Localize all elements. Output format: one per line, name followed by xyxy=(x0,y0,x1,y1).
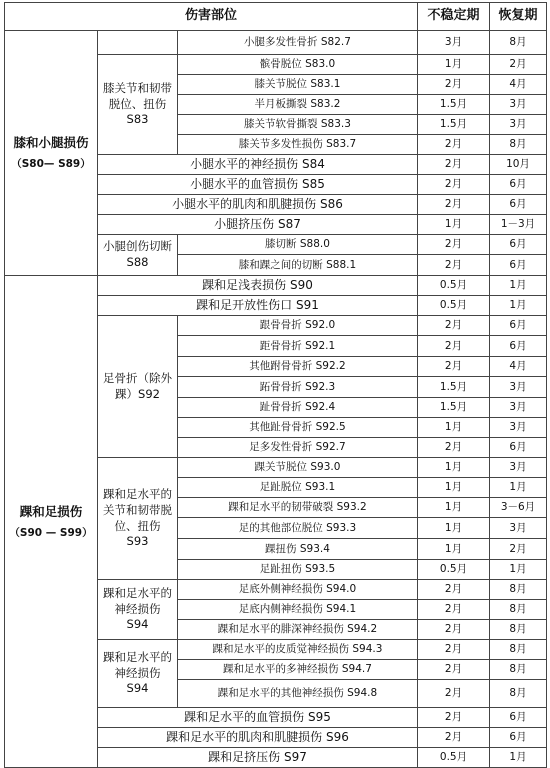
unstable-period-value: 1月 xyxy=(418,55,490,75)
recovery-period-value: 6月 xyxy=(490,175,547,195)
recovery-period-value: 8月 xyxy=(490,580,547,600)
unstable-period-value: 1月 xyxy=(418,478,490,498)
unstable-period-value: 2月 xyxy=(418,357,490,377)
unstable-period-value: 1月 xyxy=(418,215,490,235)
recovery-period-value: 2月 xyxy=(490,55,547,75)
unstable-period-value: 2月 xyxy=(418,336,490,357)
region-code: （S80— S89） xyxy=(11,158,91,170)
recovery-period-value: 3月 xyxy=(490,518,547,539)
unstable-period-value: 2月 xyxy=(418,75,490,95)
recovery-period-value: 1月 xyxy=(490,276,547,296)
injury-label: 小腿挤压伤 S87 xyxy=(98,215,418,235)
injury-label: 足底外侧神经损伤 S94.0 xyxy=(178,580,418,600)
injury-label: 膝关节脱位 S83.1 xyxy=(178,75,418,95)
injury-label: 足趾扭伤 S93.5 xyxy=(178,560,418,580)
unstable-period-value: 1月 xyxy=(418,518,490,539)
injury-label: 其他跗骨骨折 S92.2 xyxy=(178,357,418,377)
injury-period-table xyxy=(4,2,547,768)
subcategory-cell: 膝关节和韧带脱位、扭伤 S83 xyxy=(98,55,178,155)
region-cell xyxy=(5,276,98,768)
recovery-period-value: 3月 xyxy=(490,115,547,135)
recovery-period-value: 3－6月 xyxy=(490,498,547,518)
recovery-period-value: 3月 xyxy=(490,458,547,478)
region-name: 踝和足损伤 xyxy=(19,503,83,519)
recovery-period-value: 8月 xyxy=(490,31,547,55)
unstable-period-value: 1.5月 xyxy=(418,398,490,418)
header-row xyxy=(5,3,547,31)
recovery-period-value: 6月 xyxy=(490,708,547,728)
injury-label: 其他趾骨骨折 S92.5 xyxy=(178,418,418,438)
recovery-period-value: 8月 xyxy=(490,620,547,640)
injury-label: 小腿水平的神经损伤 S84 xyxy=(98,155,418,175)
unstable-period-value: 1月 xyxy=(418,498,490,518)
recovery-period-value: 1月 xyxy=(490,748,547,768)
unstable-period-value: 2月 xyxy=(418,135,490,155)
injury-label: 足多发性骨折 S92.7 xyxy=(178,438,418,458)
injury-label: 膝关节多发性损伤 S83.7 xyxy=(178,135,418,155)
unstable-period-value: 1月 xyxy=(418,539,490,560)
table-row xyxy=(5,276,547,296)
unstable-period-value: 2月 xyxy=(418,620,490,640)
injury-label: 踝和足挤压伤 S97 xyxy=(98,748,418,768)
unstable-period-value: 1月 xyxy=(418,458,490,478)
header-injury-part: 伤害部位 xyxy=(5,3,418,31)
recovery-period-value: 3月 xyxy=(490,95,547,115)
injury-label: 小腿水平的血管损伤 S85 xyxy=(98,175,418,195)
subcategory-cell: 踝和足水平的神经损伤 S94 xyxy=(98,640,178,708)
injury-label: 踝和足开放性伤口 S91 xyxy=(98,296,418,316)
recovery-period-value: 3月 xyxy=(490,398,547,418)
unstable-period-value: 2月 xyxy=(418,255,490,276)
recovery-period-value: 6月 xyxy=(490,728,547,748)
unstable-period-value: 2月 xyxy=(418,660,490,680)
injury-label: 足底内侧神经损伤 S94.1 xyxy=(178,600,418,620)
recovery-period-value: 4月 xyxy=(490,75,547,95)
injury-label: 踝和足水平的皮质觉神经损伤 S94.3 xyxy=(178,640,418,660)
recovery-period-value: 6月 xyxy=(490,438,547,458)
unstable-period-value: 0.5月 xyxy=(418,560,490,580)
unstable-period-value: 2月 xyxy=(418,155,490,175)
recovery-period-value: 1－3月 xyxy=(490,215,547,235)
recovery-period-value: 6月 xyxy=(490,255,547,276)
unstable-period-value: 2月 xyxy=(418,438,490,458)
recovery-period-value: 1月 xyxy=(490,296,547,316)
unstable-period-value: 1.5月 xyxy=(418,115,490,135)
region-cell xyxy=(5,31,98,276)
injury-label: 距骨骨折 S92.1 xyxy=(178,336,418,357)
table-row xyxy=(5,31,547,55)
unstable-period-value: 0.5月 xyxy=(418,276,490,296)
injury-label: 足趾脱位 S93.1 xyxy=(178,478,418,498)
recovery-period-value: 3月 xyxy=(490,377,547,398)
recovery-period-value: 8月 xyxy=(490,135,547,155)
injury-label: 髌骨脱位 S83.0 xyxy=(178,55,418,75)
unstable-period-value: 2月 xyxy=(418,728,490,748)
injury-label: 踝和足水平的韧带破裂 S93.2 xyxy=(178,498,418,518)
unstable-period-value: 0.5月 xyxy=(418,748,490,768)
unstable-period-value: 2月 xyxy=(418,175,490,195)
unstable-period-value: 1月 xyxy=(418,418,490,438)
recovery-period-value: 6月 xyxy=(490,195,547,215)
unstable-period-value: 2月 xyxy=(418,680,490,708)
injury-label: 膝和踝之间的切断 S88.1 xyxy=(178,255,418,276)
injury-label: 跟骨骨折 S92.0 xyxy=(178,316,418,336)
unstable-period-value: 2月 xyxy=(418,316,490,336)
injury-label: 跖骨骨折 S92.3 xyxy=(178,377,418,398)
recovery-period-value: 1月 xyxy=(490,478,547,498)
region-name: 膝和小腿损伤 xyxy=(13,135,89,150)
unstable-period-value: 2月 xyxy=(418,195,490,215)
injury-label: 半月板撕裂 S83.2 xyxy=(178,95,418,115)
subcategory-cell: 踝和足水平的关节和韧带脱位、扭伤 S93 xyxy=(98,458,178,580)
subcategory-cell: 踝和足水平的神经损伤 S94 xyxy=(98,580,178,640)
injury-label: 踝扭伤 S93.4 xyxy=(178,539,418,560)
recovery-period-value: 2月 xyxy=(490,539,547,560)
injury-label: 踝和足水平的肌肉和肌腱损伤 S96 xyxy=(98,728,418,748)
injury-label: 小腿多发性骨折 S82.7 xyxy=(178,31,418,55)
header-unstable-period: 不稳定期 xyxy=(418,3,490,31)
subcategory-cell xyxy=(98,31,178,55)
injury-label: 踝和足浅表损伤 S90 xyxy=(98,276,418,296)
injury-label: 踝和足水平的其他神经损伤 S94.8 xyxy=(178,680,418,708)
unstable-period-value: 1.5月 xyxy=(418,377,490,398)
injury-label: 膝切断 S88.0 xyxy=(178,235,418,255)
recovery-period-value: 8月 xyxy=(490,640,547,660)
recovery-period-value: 1月 xyxy=(490,560,547,580)
unstable-period-value: 2月 xyxy=(418,708,490,728)
unstable-period-value: 2月 xyxy=(418,600,490,620)
recovery-period-value: 6月 xyxy=(490,316,547,336)
unstable-period-value: 2月 xyxy=(418,235,490,255)
recovery-period-value: 6月 xyxy=(490,336,547,357)
injury-label: 趾骨骨折 S92.4 xyxy=(178,398,418,418)
recovery-period-value: 8月 xyxy=(490,680,547,708)
unstable-period-value: 2月 xyxy=(418,640,490,660)
recovery-period-value: 8月 xyxy=(490,660,547,680)
injury-label: 踝关节脱位 S93.0 xyxy=(178,458,418,478)
recovery-period-value: 3月 xyxy=(490,418,547,438)
unstable-period-value: 2月 xyxy=(418,580,490,600)
unstable-period-value: 3月 xyxy=(418,31,490,55)
header-recovery-period: 恢复期 xyxy=(490,3,547,31)
injury-label: 膝关节软骨撕裂 S83.3 xyxy=(178,115,418,135)
unstable-period-value: 1.5月 xyxy=(418,95,490,115)
subcategory-cell: 足骨折（除外踝）S92 xyxy=(98,316,178,458)
recovery-period-value: 6月 xyxy=(490,235,547,255)
region-code: （S90 — S99） xyxy=(9,526,93,539)
unstable-period-value: 0.5月 xyxy=(418,296,490,316)
recovery-period-value: 10月 xyxy=(490,155,547,175)
recovery-period-value: 4月 xyxy=(490,357,547,377)
injury-label: 踝和足水平的血管损伤 S95 xyxy=(98,708,418,728)
injury-label: 踝和足水平的腓深神经损伤 S94.2 xyxy=(178,620,418,640)
recovery-period-value: 8月 xyxy=(490,600,547,620)
subcategory-cell: 小腿创伤切断 S88 xyxy=(98,235,178,276)
injury-label: 足的其他部位脱位 S93.3 xyxy=(178,518,418,539)
injury-label: 小腿水平的肌肉和肌腱损伤 S86 xyxy=(98,195,418,215)
injury-label: 踝和足水平的多神经损伤 S94.7 xyxy=(178,660,418,680)
